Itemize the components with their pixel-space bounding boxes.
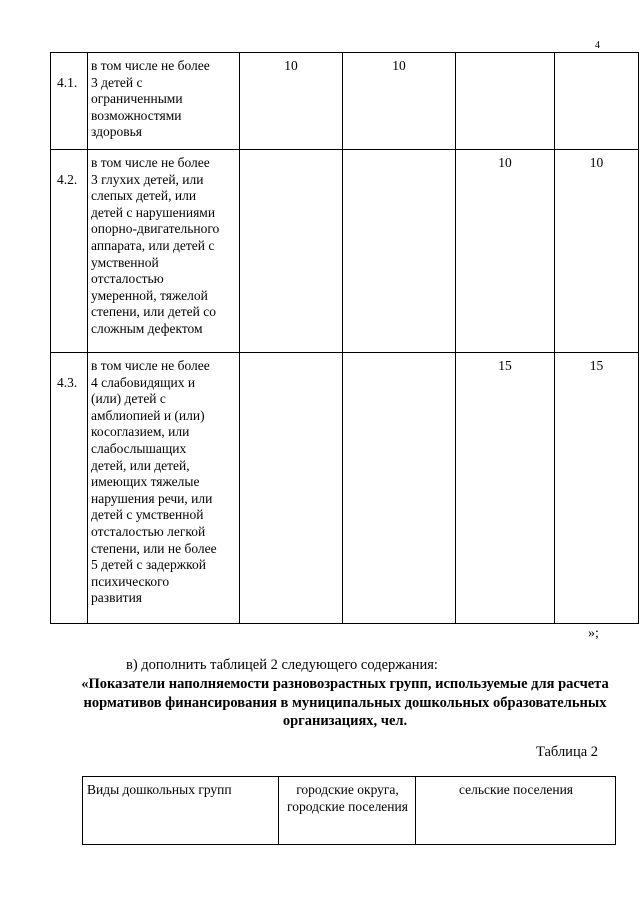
table-row bbox=[51, 53, 639, 150]
row-number: 4.3. bbox=[51, 353, 88, 624]
table-heading: «Показатели наполняемости разновозрастных групп, используемые для расчета нормативов финансирования в муниципальных дошкольных образовательных организациях, чел. bbox=[81, 676, 609, 729]
cell-value: 10 bbox=[240, 53, 343, 150]
cell-value bbox=[555, 53, 639, 150]
cell-value: 15 bbox=[456, 353, 555, 624]
table-row bbox=[51, 150, 639, 353]
row-number: 4.2. bbox=[51, 150, 88, 353]
cell-value: 10 bbox=[343, 53, 456, 150]
cell-value bbox=[343, 150, 456, 353]
cell-value: 15 bbox=[555, 353, 639, 624]
table-header-row bbox=[83, 777, 616, 845]
cell-value bbox=[456, 53, 555, 150]
table-row bbox=[51, 353, 639, 624]
cell-value bbox=[240, 150, 343, 353]
cell-value bbox=[240, 353, 343, 624]
header-urban: городские округа, городские поселения bbox=[279, 777, 416, 845]
cell-value: 10 bbox=[456, 150, 555, 353]
cell-value bbox=[343, 353, 456, 624]
closing-quote: »; bbox=[588, 626, 599, 641]
row-description: в том числе не более 3 детей с ограниченными возможностями здоровья bbox=[88, 53, 240, 150]
table-label: Таблица 2 bbox=[536, 744, 599, 760]
row-description: в том числе не более 4 слабовидящих и (или) детей с амблиопией и (или) косоглазием, или слабослышащих детей, или детей, имеющих тяжелые нарушения речи, или детей с умственной отсталостью легкой степени, или не более 5 детей с задержкой психического развития bbox=[88, 353, 240, 624]
cell-value: 10 bbox=[555, 150, 639, 353]
table-2 bbox=[82, 776, 616, 845]
row-number: 4.1. bbox=[51, 53, 88, 150]
intro-text: в) дополнить таблицей 2 следующего содержания: bbox=[126, 657, 438, 673]
header-rural: сельские поселения bbox=[416, 777, 616, 845]
page-number: 4 bbox=[595, 40, 600, 51]
groups-table bbox=[50, 52, 639, 624]
header-group-types: Виды дошкольных групп bbox=[83, 777, 279, 845]
row-description: в том числе не более 3 глухих детей, или слепых детей, или детей с нарушениями опорно-двигательного аппарата, или детей с умственной отсталостью умеренной, тяжелой степени, или детей со сложным дефектом bbox=[88, 150, 240, 353]
